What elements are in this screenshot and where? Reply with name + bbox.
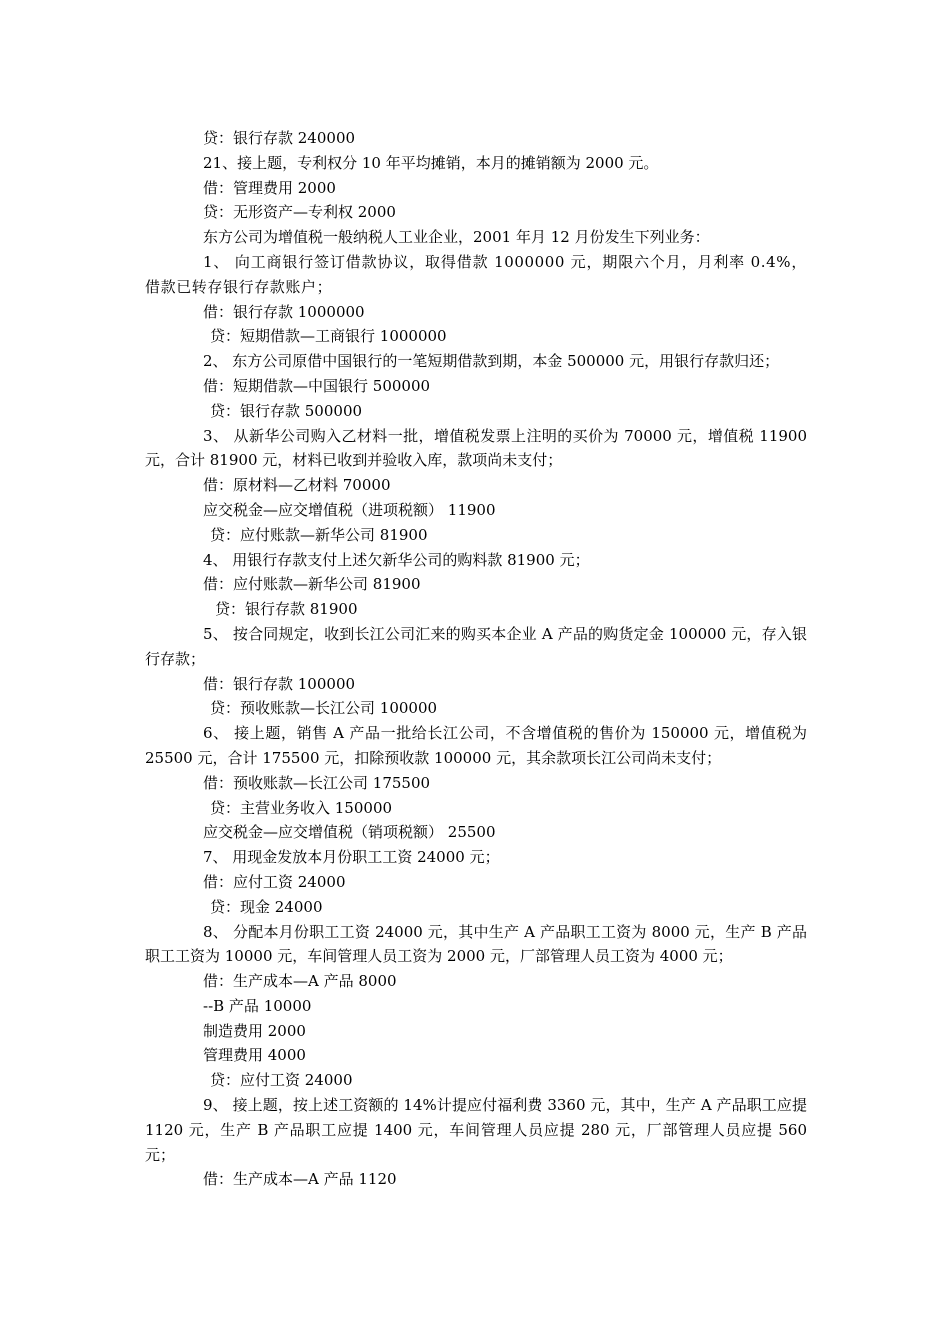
item-paragraph: 1、 向工商银行签订借款协议，取得借款 1000000 元，期限六个月，月利率 0.4%，借款已转存银行存款账户； [145, 252, 807, 296]
text-line: 4、 用银行存款支付上述欠新华公司的购料款 81900 元； [203, 550, 590, 569]
text-line: 借：生产成本—A 产品 1120 [203, 1170, 397, 1189]
text-line: 贷：现金 24000 [210, 897, 323, 916]
text-line: 贷：主营业务收入 150000 [210, 798, 393, 817]
text-line: 借：银行存款 1000000 [203, 302, 365, 321]
text-line: 21、接上题，专利权分 10 年平均摊销，本月的摊销额为 2000 元。 [203, 153, 659, 172]
text-line: 贷：银行存款 500000 [210, 401, 363, 420]
item-paragraph: 3、 从新华公司购入乙材料一批，增值税发票上注明的买价为 70000 元，增值税 11900 元，合计 81900 元，材料已收到并验收入库，款项尚未支付； [145, 426, 807, 470]
item-paragraph: 6、 接上题，销售 A 产品一批给长江公司，不含增值税的售价为 150000 元，增值税为 25500 元，合计 175500 元，扣除预收款 100000 元，其余款项长江公司尚未支付； [145, 724, 807, 767]
document-body [145, 126, 807, 1192]
text-line: 借：银行存款 100000 [203, 674, 356, 693]
text-line: 东方公司为增值税一般纳税人工业企业，2001 年月 12 月份发生下列业务： [203, 228, 710, 247]
text-line: 借：短期借款—中国银行 500000 [203, 376, 431, 395]
item-paragraph: 2、 东方公司原借中国银行的一笔短期借款到期，本金 500000 元，用银行存款归还； [203, 352, 780, 371]
text-line: 贷：短期借款—工商银行 1000000 [210, 327, 447, 346]
text-line: 借：应付工资 24000 [203, 872, 346, 891]
text-line: 管理费用 4000 [203, 1046, 306, 1065]
text-line: 借：原材料—乙材料 70000 [203, 476, 391, 495]
item-paragraph: 5、 按合同规定，收到长江公司汇来的购买本企业 A 产品的购货定金 100000 元，存入银行存款； [145, 624, 807, 668]
text-line: 贷：预收账款—长江公司 100000 [210, 699, 438, 718]
text-line: 应交税金—应交增值税（进项税额） 11900 [203, 500, 496, 519]
item-paragraph: 9、 接上题，按上述工资额的 14%计提应付福利费 3360 元，其中，生产 A 产品职工应提 1120 元，生产 B 产品职工应提 1400 元，车间管理人员应提 280 元，厂部管理人员应提 560 元； [145, 1096, 807, 1164]
text-line: --B 产品 10000 [203, 996, 312, 1015]
text-line: 贷：应付账款—新华公司 81900 [210, 525, 428, 544]
text-line: 借：管理费用 2000 [203, 178, 336, 197]
text-line: 贷：无形资产—专利权 2000 [203, 203, 396, 222]
text-line: 7、 用现金发放本月份职工工资 24000 元； [203, 848, 500, 867]
item-paragraph: 8、 分配本月份职工工资 24000 元，其中生产 A 产品职工工资为 8000 元，生产 B 产品职工工资为 10000 元，车间管理人员工资为 2000 元，厂部管理人员工资为 4000 元； [145, 922, 807, 966]
text-line: 借：应付账款—新华公司 81900 [203, 575, 421, 594]
text-line: 贷：银行存款 81900 [215, 600, 358, 619]
text-line: 借：生产成本—A 产品 8000 [203, 972, 397, 991]
text-line: 贷：应付工资 24000 [210, 1071, 353, 1090]
text-line: 贷：银行存款 240000 [203, 129, 356, 147]
text-line: 借：预收账款—长江公司 175500 [203, 773, 431, 792]
text-line: 制造费用 2000 [203, 1021, 306, 1040]
text-line: 应交税金—应交增值税（销项税额） 25500 [203, 823, 496, 842]
